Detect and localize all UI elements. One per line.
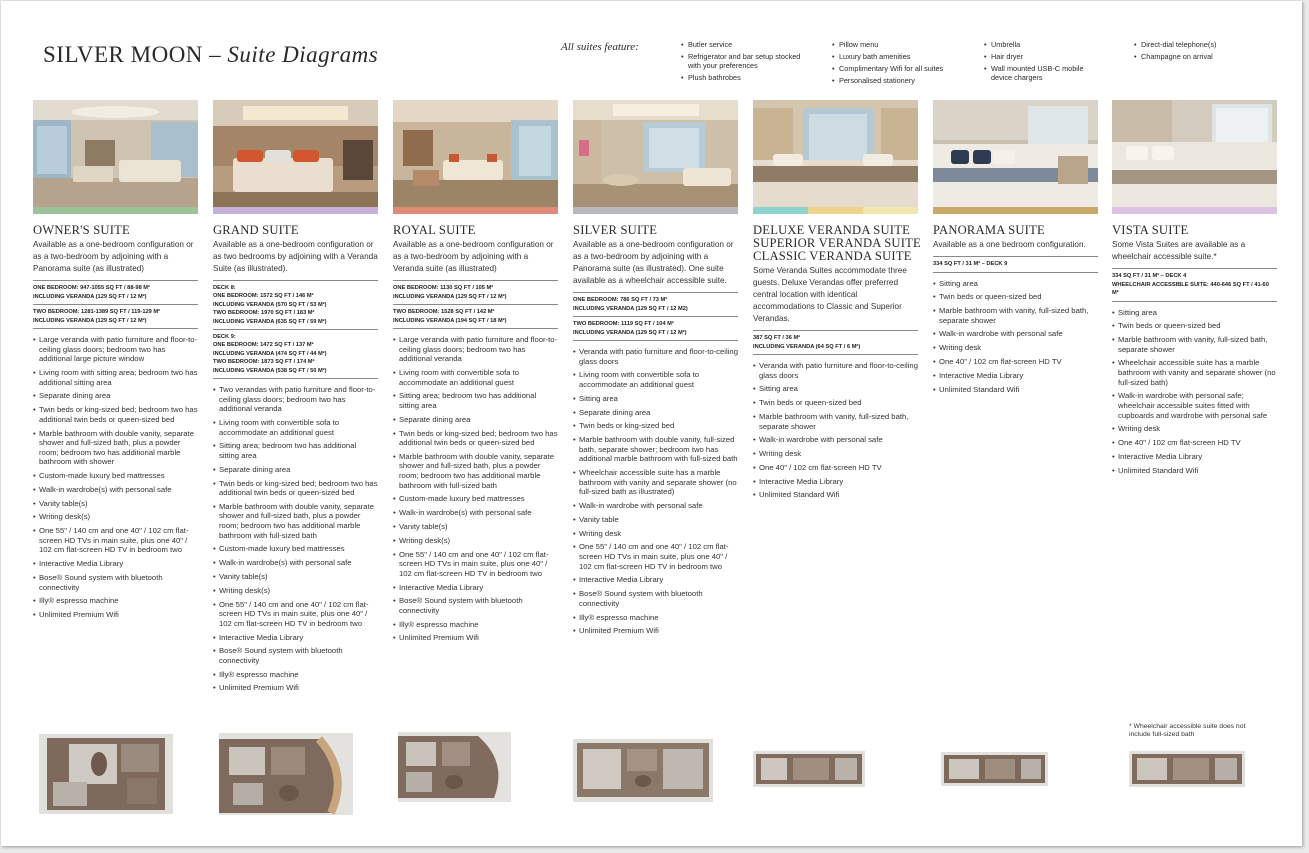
- spec-line: WHEELCHAIR ACCESSIBLE SUITE: 440-646 SQ FT / 41-60 M²: [1112, 281, 1269, 296]
- spec-block: [213, 330, 378, 379]
- list-item: • Vanity table(s): [393, 522, 558, 532]
- spec-line: 334 SQ FT / 31 M² – DECK 9: [933, 261, 1008, 267]
- color-swatch: [33, 207, 198, 214]
- list-item: • Marble bathroom with double vanity, full-sized bath, separate shower; bedroom two has additional marble bathroom with full-sized bath: [573, 435, 738, 464]
- suite-specs: [573, 292, 738, 341]
- list-item: • Living room with convertible sofa to accommodate an additional guest: [573, 370, 738, 389]
- feature-item: • Complimentary Wifi for all suites: [832, 65, 967, 74]
- spec-line: TWO BEDROOM: 1873 SQ FT / 174 M²: [213, 359, 315, 365]
- spec-line: TWO BEDROOM: 1970 SQ FT / 183 M²: [213, 310, 315, 316]
- list-item: • Interactive Media Library: [33, 559, 198, 569]
- spec-line: 334 SQ FT / 31 M² – DECK 4: [1112, 273, 1187, 279]
- suite-specs: [753, 330, 918, 355]
- spec-line: INCLUDING VERANDA (194 SQ FT / 18 M²): [393, 317, 507, 324]
- list-item: • Writing desk(s): [33, 512, 198, 522]
- suite-description: Some Veranda Suites accommodate three guests. Deluxe Verandas offer preferred central location with identical accommodations to Classic and Superior Verandas.: [753, 266, 907, 323]
- list-item: • One 55" / 140 cm and one 40" / 102 cm flat-screen HD TVs in main suite, plus one 40" / 102 cm flat-screen HD TV in bedroom two: [393, 550, 558, 579]
- page-title: SILVER MOON – Suite Diagrams: [43, 42, 379, 67]
- list-item: • Twin beds or king-sized bed; bedroom two has additional twin beds or queen-sized bed: [213, 479, 378, 498]
- spec-line: INCLUDING VERANDA (129 SQ FT / 12 M²): [33, 317, 147, 324]
- list-item: • One 40" / 102 cm flat-screen HD TV: [933, 357, 1098, 367]
- footnote: * Wheelchair accessible suite does not include full-sized bath: [1129, 723, 1246, 738]
- list-item: • Sitting area: [1112, 308, 1277, 318]
- suite-name: DELUXE VERANDA SUITE SUPERIOR VERANDA SUITE CLASSIC VERANDA SUITE: [753, 223, 921, 263]
- list-item: • Writing desk(s): [213, 586, 378, 596]
- suite-name: PANORAMA SUITE: [933, 223, 1045, 237]
- list-item: • Marble bathroom with double vanity, separate shower and full-sized bath, plus a powder room; bedroom two has additional marble bathroom with full-sized bath: [213, 502, 378, 540]
- list-item: • Twin beds or king-sized bed; bedroom two has additional twin beds or queen-sized bed: [33, 405, 198, 424]
- spec-block: [1112, 268, 1277, 302]
- spec-block: [753, 330, 918, 355]
- suite-name: SILVER SUITE: [573, 223, 658, 237]
- suite-column-vista: [1112, 100, 1277, 480]
- feature-item: • Refrigerator and bar setup stocked with your preferences: [681, 53, 801, 71]
- suite-description: Available as a one-bedroom configuration or as a two-bedroom by adjoining with a Veranda suite (as illustrated): [393, 240, 554, 273]
- all-suites-features-col-3: [984, 41, 1096, 86]
- spec-line: INCLUDING VERANDA (474 SQ FT / 44 M²): [213, 350, 327, 357]
- list-item: • Walk-in wardrobe(s) with personal safe: [393, 508, 558, 518]
- list-item: • Interactive Media Library: [1112, 452, 1277, 462]
- color-swatch: [753, 207, 808, 214]
- list-item: • Marble bathroom with double vanity, separate shower and full-sized bath, plus a powder room; bedroom two has additional marble bathroom with shower: [33, 429, 198, 467]
- list-item: • Separate dining area: [33, 391, 198, 401]
- list-item: • Illy® espresso machine: [213, 670, 378, 680]
- suite-name: OWNER'S SUITE: [33, 223, 130, 237]
- list-item: • Bose® Sound system with bluetooth connectivity: [573, 589, 738, 608]
- list-item: • Separate dining area: [213, 465, 378, 475]
- spec-head: DECK 8:: [213, 285, 236, 291]
- all-suites-label: All suites feature:: [561, 41, 639, 53]
- list-item: • Marble bathroom with vanity, full-sized bath, separate shower: [933, 306, 1098, 325]
- suite-photo: [33, 100, 198, 207]
- brochure-page: [1, 1, 1302, 846]
- list-item: • Living room with sitting area; bedroom two has additional sitting area: [33, 368, 198, 387]
- list-item: • Interactive Media Library: [753, 477, 918, 487]
- list-item: • Unlimited Premium Wifi: [213, 683, 378, 693]
- list-item: • One 40" / 102 cm flat-screen HD TV: [1112, 438, 1277, 448]
- suite-features: [213, 385, 378, 693]
- suite-column-royal: [393, 100, 558, 647]
- list-item: • Unlimited Standard Wifi: [753, 490, 918, 500]
- list-item: • Writing desk: [933, 343, 1098, 353]
- list-item: • Twin beds or queen-sized bed: [753, 398, 918, 408]
- suite-specs: [393, 280, 558, 329]
- suite-description: Available as a one-bedroom configuration or as two bedrooms by adjoining with a Veranda Suite (as illustrated).: [213, 240, 378, 273]
- suite-column-silver: [573, 100, 738, 640]
- list-item: • Wheelchair accessible suite has a marble bathroom with vanity and separate shower (no full-sized bath as illustrated): [573, 468, 738, 497]
- spec-block: [573, 292, 738, 317]
- suite-color-bar: [33, 207, 198, 214]
- list-item: • One 40" / 102 cm flat-screen HD TV: [753, 463, 918, 473]
- list-item: • Veranda with patio furniture and floor-to-ceiling glass doors: [753, 361, 918, 380]
- list-item: • Separate dining area: [573, 408, 738, 418]
- floor-plan-grand: [219, 733, 353, 815]
- list-item: • Wheelchair accessible suite has a marble bathroom with vanity and separate shower (no full-sized bath): [1112, 358, 1277, 387]
- list-item: • Twin beds or queen-sized bed: [1112, 321, 1277, 331]
- list-item: • Walk-in wardrobe(s) with personal safe: [213, 558, 378, 568]
- suite-description: Available as a one-bedroom configuration or as a two-bedroom by adjoining with a Panorama suite (as illustrated). One suite available as a wheelchair accessible suite.: [573, 240, 734, 285]
- spec-block: [33, 305, 198, 329]
- spec-line: INCLUDING VERANDA (635 SQ FT / 59 M²): [213, 318, 327, 325]
- list-item: • Marble bathroom with vanity, full-sized bath, separate shower: [753, 412, 918, 431]
- spec-line: INCLUDING VERANDA (129 SQ FT / 12 M²): [33, 293, 147, 300]
- suite-column-panorama: [933, 100, 1098, 398]
- list-item: • Bose® Sound system with bluetooth connectivity: [213, 646, 378, 665]
- spec-line: ONE BEDROOM: 1472 SQ FT / 137 M²: [213, 342, 314, 348]
- spec-line: TWO BEDROOM: 1119 SQ FT / 104 M²: [573, 321, 674, 327]
- list-item: • One 55" / 140 cm and one 40" / 102 cm flat-screen HD TVs in main suite, plus one 40" / 102 cm flat-screen HD TV in bedroom two: [573, 542, 738, 571]
- list-item: • Walk-in wardrobe with personal safe: [573, 501, 738, 511]
- spec-line: INCLUDING VERANDA (129 SQ FT / 12 M2): [573, 305, 688, 312]
- suite-color-bar: [573, 207, 738, 214]
- suite-column-owners: [33, 100, 198, 624]
- color-swatch: [933, 207, 1098, 214]
- spec-line: ONE BEDROOM: 786 SQ FT / 73 M²: [573, 297, 668, 303]
- feature-item: • Luxury bath amenities: [832, 53, 967, 62]
- floor-plan-vista: [1129, 751, 1245, 787]
- all-suites-features-col-2: [832, 41, 967, 89]
- floor-plan-panorama: [941, 752, 1048, 786]
- suite-color-bar: [933, 207, 1098, 214]
- color-swatch: [808, 207, 863, 214]
- suite-color-bar: [1112, 207, 1277, 214]
- list-item: • Interactive Media Library: [573, 575, 738, 585]
- suite-description: Some Vista Suites are available as a wheelchair accessible suite.*: [1112, 240, 1246, 261]
- suite-specs: [213, 280, 378, 379]
- suite-photo: [1112, 100, 1277, 207]
- feature-item: • Champagne on arrival: [1134, 53, 1254, 62]
- list-item: • Interactive Media Library: [213, 633, 378, 643]
- list-item: • Twin beds or king-sized bed; bedroom two has additional twin beds or queen-sized bed: [393, 429, 558, 448]
- list-item: • Veranda with patio furniture and floor-to-ceiling glass doors: [573, 347, 738, 366]
- list-item: • Vanity table(s): [213, 572, 378, 582]
- suite-photo: [213, 100, 378, 207]
- suite-features: [393, 335, 558, 643]
- list-item: • Unlimited Premium Wifi: [393, 633, 558, 643]
- list-item: • Illy® espresso machine: [573, 613, 738, 623]
- list-item: • Illy® espresso machine: [393, 620, 558, 630]
- suite-features: [753, 361, 918, 500]
- spec-block: [33, 280, 198, 305]
- list-item: • Unlimited Standard Wifi: [1112, 466, 1277, 476]
- color-swatch: [393, 207, 558, 214]
- feature-item: • Wall mounted USB-C mobile device chargers: [984, 65, 1096, 83]
- feature-item: • Direct-dial telephone(s): [1134, 41, 1254, 50]
- suite-color-bar: [393, 207, 558, 214]
- list-item: • Custom-made luxury bed mattresses: [213, 544, 378, 554]
- list-item: • Interactive Media Library: [393, 583, 558, 593]
- color-swatch: [1112, 207, 1277, 214]
- list-item: • Two verandas with patio furniture and floor-to-ceiling glass doors; bedroom two has additional veranda: [213, 385, 378, 414]
- suite-description: Available as a one bedroom configuration.: [933, 240, 1086, 249]
- list-item: • Large veranda with patio furniture and floor-to-ceiling glass doors; bedroom two has additional large picture window: [33, 335, 198, 364]
- spec-block: [393, 305, 558, 329]
- color-swatch: [573, 207, 738, 214]
- list-item: • Walk-in wardrobe with personal safe: [933, 329, 1098, 339]
- suite-color-bar: [213, 207, 378, 214]
- suite-name: GRAND SUITE: [213, 223, 299, 237]
- suite-features: [33, 335, 198, 620]
- list-item: • Sitting area: [573, 394, 738, 404]
- feature-item: • Plush bathrobes: [681, 74, 801, 83]
- list-item: • Living room with convertible sofa to accommodate an additional guest: [213, 418, 378, 437]
- list-item: • Sitting area: [933, 279, 1098, 289]
- suite-description: Available as a one-bedroom configuration or as a two-bedroom by adjoining with a Panorama suite (as illustrated): [33, 240, 194, 273]
- feature-item: • Pillow menu: [832, 41, 967, 50]
- all-suites-features-col-4: [1134, 41, 1254, 65]
- feature-item: • Umbrella: [984, 41, 1096, 50]
- spec-line: INCLUDING VERANDA (129 SQ FT / 12 M²): [393, 293, 507, 300]
- list-item: • Sitting area; bedroom two has additional sitting area: [213, 441, 378, 460]
- spec-line: 387 SQ FT / 36 M²: [753, 335, 801, 341]
- spec-line: INCLUDING VERANDA (538 SQ FT / 50 M²): [213, 367, 327, 374]
- list-item: • Writing desk: [573, 529, 738, 539]
- suite-features: [933, 279, 1098, 395]
- list-item: • Interactive Media Library: [933, 371, 1098, 381]
- floor-plan-owners: [39, 734, 173, 814]
- spec-block: [393, 280, 558, 305]
- spec-block: [933, 256, 1098, 273]
- feature-item: • Butler service: [681, 41, 801, 50]
- color-swatch: [213, 207, 378, 214]
- list-item: • Twin beds or king-sized bed: [573, 421, 738, 431]
- list-item: • Writing desk(s): [393, 536, 558, 546]
- suite-specs: [33, 280, 198, 329]
- list-item: • Walk-in wardrobe with personal safe; wheelchair accessible suites fitted with cupboards and wardrobe with personal safe: [1112, 391, 1277, 420]
- suite-photo: [753, 100, 918, 207]
- spec-block: [573, 317, 738, 341]
- suite-color-bar: [753, 207, 918, 214]
- spec-line: INCLUDING VERANDA (129 SQ FT / 12 M²): [573, 329, 687, 336]
- spec-line: INCLUDING VERANDA (64 SQ FT / 6 M²): [753, 343, 861, 350]
- list-item: • One 55" / 140 cm and one 40" / 102 cm flat-screen HD TVs in main suite, plus one 40" / 102 cm flat-screen HD TV in bedroom two: [33, 526, 198, 555]
- suite-features: [1112, 308, 1277, 476]
- color-swatch: [863, 207, 918, 214]
- suite-specs: [933, 256, 1098, 273]
- list-item: • Writing desk: [753, 449, 918, 459]
- list-item: • Vanity table(s): [33, 499, 198, 509]
- list-item: • Unlimited Standard Wifi: [933, 385, 1098, 395]
- list-item: • Vanity table: [573, 515, 738, 525]
- list-item: • Large veranda with patio furniture and floor-to-ceiling glass doors; bedroom two has additional veranda: [393, 335, 558, 364]
- list-item: • Unlimited Premium Wifi: [33, 610, 198, 620]
- spec-block: [213, 280, 378, 330]
- spec-line: TWO BEDROOM: 1281-1389 SQ FT / 119-129 M²: [33, 309, 161, 315]
- all-suites-features-col-1: [681, 41, 801, 86]
- suite-photo: [573, 100, 738, 207]
- list-item: • One 55" / 140 cm and one 40" / 102 cm flat-screen HD TVs in main suite, plus one 40" / 102 cm flat-screen HD TV in bedroom two: [213, 600, 378, 629]
- list-item: • Separate dining area: [393, 415, 558, 425]
- spec-line: ONE BEDROOM: 1572 SQ FT / 146 M²: [213, 293, 314, 299]
- spec-head: DECK 9:: [213, 334, 236, 340]
- list-item: • Twin beds or queen-sized bed: [933, 292, 1098, 302]
- list-item: • Sitting area; bedroom two has additional sitting area: [393, 391, 558, 410]
- spec-line: ONE BEDROOM: 1130 SQ FT / 105 M²: [393, 285, 494, 291]
- feature-item: • Personalised stationery: [832, 77, 967, 86]
- suite-features: [573, 347, 738, 636]
- suite-column-veranda: [753, 100, 921, 504]
- floor-plan-silver: [573, 739, 713, 802]
- list-item: • Walk-in wardrobe(s) with personal safe: [33, 485, 198, 495]
- list-item: • Marble bathroom with vanity, full-sized bath, separate shower: [1112, 335, 1277, 354]
- feature-item: • Hair dryer: [984, 53, 1096, 62]
- suite-photo: [933, 100, 1098, 207]
- suite-name: ROYAL SUITE: [393, 223, 476, 237]
- suite-photo: [393, 100, 558, 207]
- list-item: • Custom-made luxury bed mattresses: [393, 494, 558, 504]
- list-item: • Bose® Sound system with bluetooth connectivity: [33, 573, 198, 592]
- list-item: • Writing desk: [1112, 424, 1277, 434]
- spec-line: INCLUDING VERANDA (570 SQ FT / 53 M²): [213, 301, 327, 308]
- list-item: • Sitting area: [753, 384, 918, 394]
- floor-plan-royal: [398, 732, 511, 802]
- suite-specs: [1112, 268, 1277, 302]
- floor-plan-veranda: [753, 751, 865, 787]
- list-item: • Living room with convertible sofa to accommodate an additional guest: [393, 368, 558, 387]
- list-item: • Unlimited Premium Wifi: [573, 626, 738, 636]
- list-item: • Custom-made luxury bed mattresses: [33, 471, 198, 481]
- list-item: • Bose® Sound system with bluetooth connectivity: [393, 596, 558, 615]
- list-item: • Illy® espresso machine: [33, 596, 198, 606]
- list-item: • Marble bathroom with double vanity, separate shower and full-sized bath, plus a powder room; bedroom two has additional marble bathroom with full-sized bath: [393, 452, 558, 490]
- spec-line: ONE BEDROOM: 947-1055 SQ FT / 88-98 M²: [33, 285, 150, 291]
- spec-line: TWO BEDROOM: 1528 SQ FT / 142 M²: [393, 309, 495, 315]
- suite-name: VISTA SUITE: [1112, 223, 1189, 237]
- suite-column-grand: [213, 100, 378, 697]
- list-item: • Walk-in wardrobe with personal safe: [753, 435, 918, 445]
